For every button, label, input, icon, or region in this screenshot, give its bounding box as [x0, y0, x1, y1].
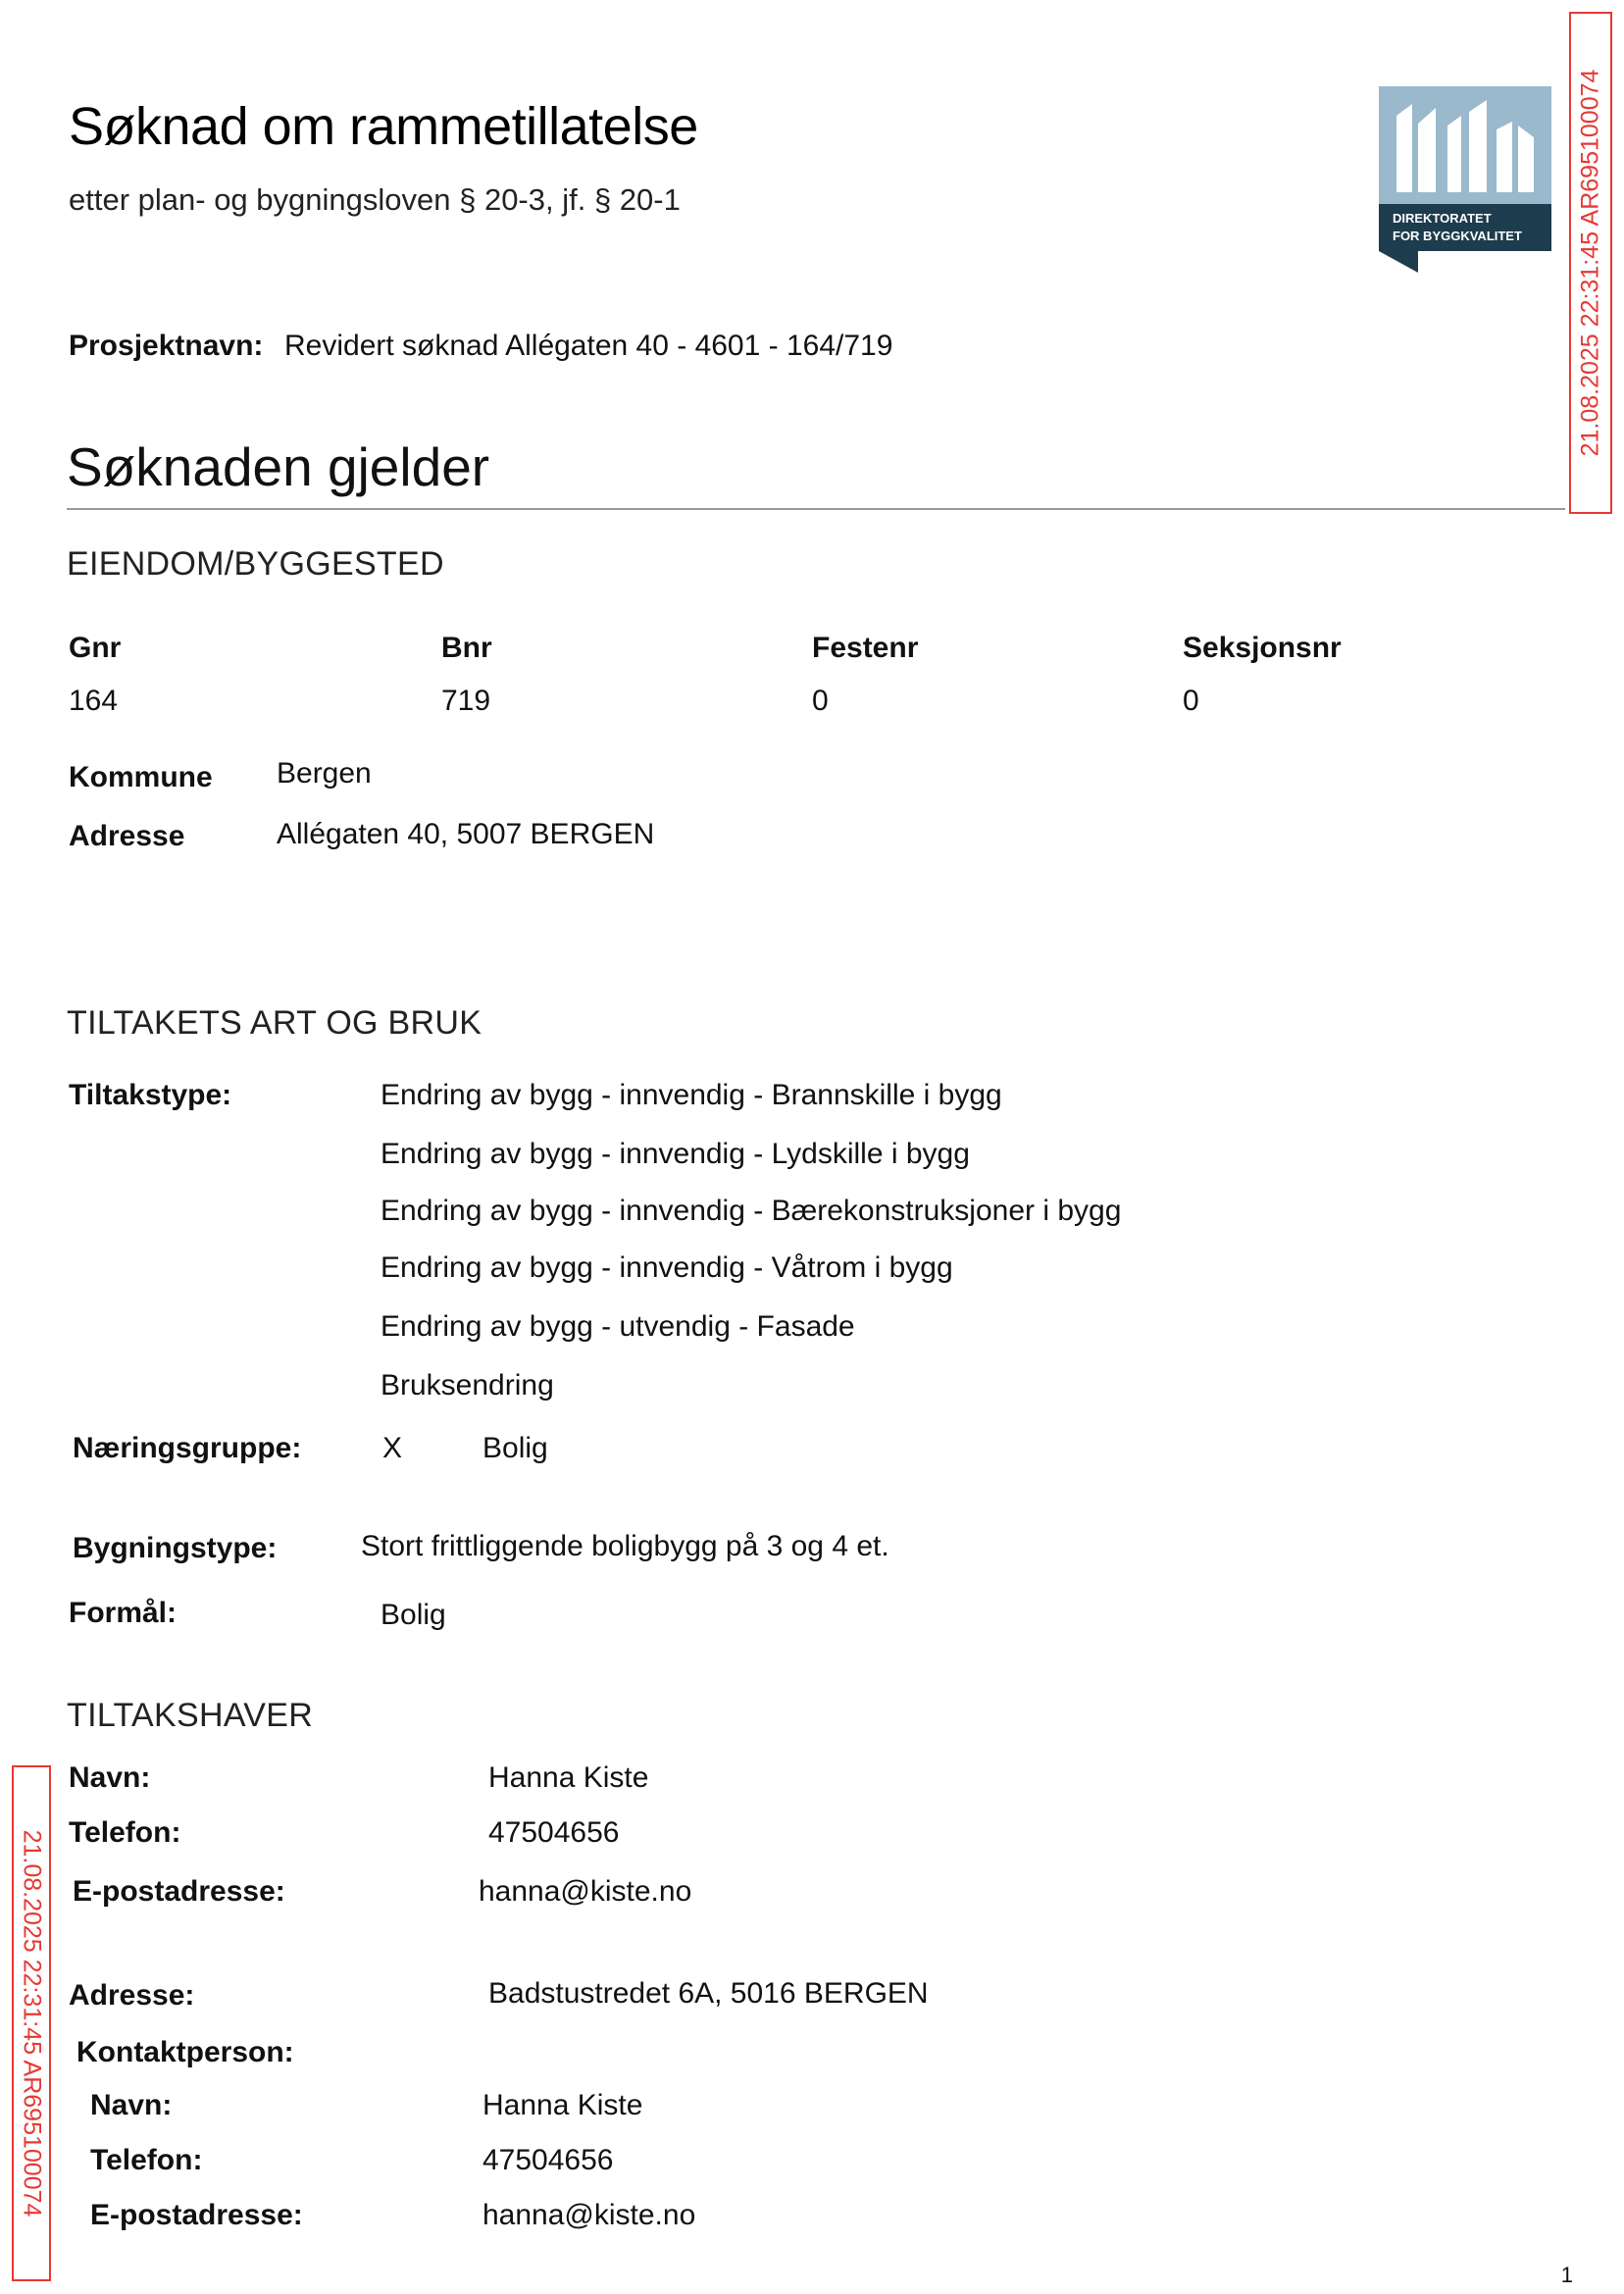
kontakt-telefon-label: Telefon:: [90, 2144, 203, 2176]
section-title: Søknaden gjelder: [67, 436, 490, 497]
bnr-value: 719: [441, 685, 491, 717]
kontakt-navn-label: Navn:: [90, 2089, 173, 2121]
kontaktperson-label: Kontaktperson:: [76, 2036, 294, 2068]
stamp-text: 21.08.2025 22:31:45 AR695100074: [1576, 69, 1604, 457]
tiltakshaver-navn-value: Hanna Kiste: [488, 1761, 649, 1794]
project-value: Revidert søknad Allégaten 40 - 4601 - 164/719: [284, 330, 893, 362]
seksjonsnr-label: Seksjonsnr: [1183, 632, 1342, 664]
bnr-label: Bnr: [441, 632, 492, 664]
tiltak-heading: TILTAKETS ART OG BRUK: [67, 1004, 482, 1042]
formaal-label: Formål:: [69, 1597, 178, 1629]
project-label: Prosjektnavn:: [69, 330, 264, 362]
bygningstype-label: Bygningstype:: [73, 1532, 278, 1564]
tiltakshaver-telefon-label: Telefon:: [69, 1816, 181, 1849]
kommune-label: Kommune: [69, 761, 213, 793]
tiltakstype-item: Endring av bygg - innvendig - Våtrom i bygg: [381, 1251, 953, 1284]
kontakt-epost-label: E-postadresse:: [90, 2199, 303, 2231]
formaal-value: Bolig: [381, 1599, 446, 1631]
tiltakshaver-telefon-value: 47504656: [488, 1816, 620, 1849]
dibk-logo-icon: [1379, 86, 1551, 273]
section-divider: [67, 508, 1565, 510]
naeringsgruppe-label: Næringsgruppe:: [73, 1432, 302, 1464]
tiltakshaver-adresse-label: Adresse:: [69, 1979, 195, 2012]
stamp-text: 21.08.2025 22:31:45 AR695100074: [18, 1829, 46, 2218]
eiendom-heading: EIENDOM/BYGGESTED: [67, 545, 444, 583]
tiltakstype-item: Bruksendring: [381, 1369, 554, 1402]
timestamp-stamp-side: [12, 1765, 51, 2281]
tiltakshaver-epost-value: hanna@kiste.no: [479, 1875, 692, 1908]
timestamp-stamp-top: [1569, 12, 1612, 514]
festenr-value: 0: [812, 685, 829, 717]
festenr-label: Festenr: [812, 632, 919, 664]
kontakt-telefon-value: 47504656: [482, 2144, 614, 2176]
document-title: Søknad om rammetillatelse: [69, 97, 698, 156]
tiltakstype-item: Endring av bygg - utvendig - Fasade: [381, 1310, 855, 1343]
adresse-value: Allégaten 40, 5007 BERGEN: [277, 818, 655, 850]
logo-line1: DIREKTORATET: [1393, 211, 1492, 226]
gnr-value: 164: [69, 685, 119, 717]
document-subtitle: etter plan- og bygningsloven § 20-3, jf. § 20-1: [69, 182, 681, 217]
tiltakshaver-heading: TILTAKSHAVER: [67, 1697, 314, 1734]
kontakt-epost-value: hanna@kiste.no: [482, 2199, 696, 2231]
kommune-value: Bergen: [277, 757, 372, 790]
tiltakstype-item: Endring av bygg - innvendig - Bærekonstruksjoner i bygg: [381, 1195, 1122, 1227]
naeringsgruppe-code: X: [382, 1432, 403, 1464]
tiltakstype-item: Endring av bygg - innvendig - Brannskille i bygg: [381, 1079, 1002, 1111]
naeringsgruppe-value: Bolig: [482, 1432, 548, 1464]
page-number: 1: [1560, 2263, 1573, 2287]
seksjonsnr-value: 0: [1183, 685, 1199, 717]
tiltakshaver-navn-label: Navn:: [69, 1761, 151, 1794]
logo-line2: FOR BYGGKVALITET: [1393, 229, 1522, 243]
tiltakstype-label: Tiltakstype:: [69, 1079, 232, 1111]
bygningstype-value: Stort frittliggende boligbygg på 3 og 4 et.: [361, 1530, 889, 1562]
tiltakshaver-adresse-value: Badstustredet 6A, 5016 BERGEN: [488, 1977, 929, 2010]
kontakt-navn-value: Hanna Kiste: [482, 2089, 643, 2121]
tiltakstype-item: Endring av bygg - innvendig - Lydskille i bygg: [381, 1138, 970, 1170]
adresse-label: Adresse: [69, 820, 185, 852]
gnr-label: Gnr: [69, 632, 122, 664]
tiltakshaver-epost-label: E-postadresse:: [73, 1875, 285, 1908]
